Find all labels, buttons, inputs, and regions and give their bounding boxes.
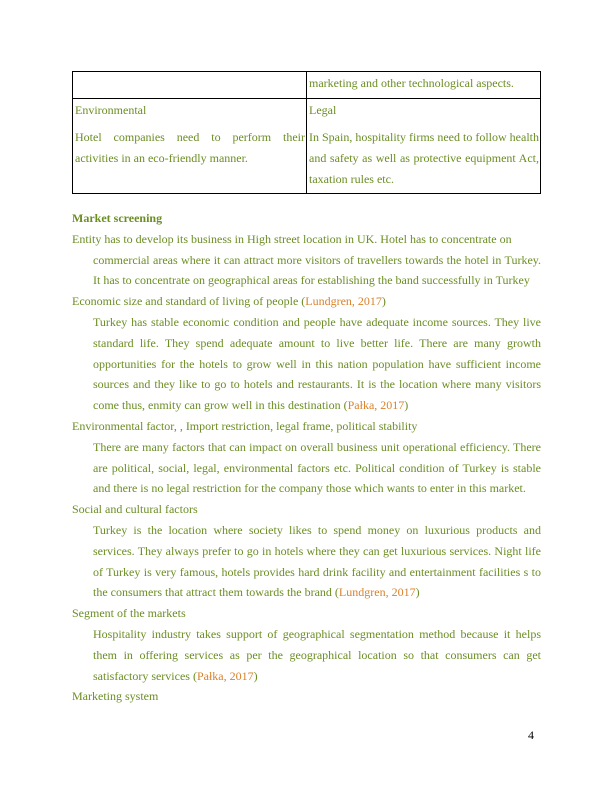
economic-title-text: Economic size and standard of living of people ( (72, 294, 306, 309)
table-cell-technological-continued (307, 72, 541, 99)
economic-body: Turkey has stable economic condition and people have adequate income sources. They live standard life. They spend adequate amount to live better life. There are many growth opportunities for the hotels to grow well in this nation population have sufficient income sources and they like to go to hotels and restaurants. It is the location where many visitors come thus, enmity can grow well in this destination ( (93, 314, 541, 413)
intro-continuation: commercial areas where it can attract more visitors of travellers towards the hotel in Turkey. It has to concentrate on geographical areas for establishing the band successfully in Turkey (93, 252, 541, 288)
technological-text: marketing and other technological aspects. (309, 76, 514, 90)
citation-link[interactable]: Pałka, 2017 (347, 398, 405, 413)
segment-paragraph (72, 624, 541, 686)
table-cell-legal (307, 99, 541, 194)
environmental-factor-title: Environmental factor, , Import restriction, legal frame, political stability (72, 418, 418, 433)
environmental-heading: Environmental (75, 103, 147, 117)
closing-paren: ) (381, 294, 386, 309)
social-title: Social and cultural factors (72, 502, 198, 517)
legal-text: In Spain, hospitality firms need to follow health and safety as well as protective equipment Act, taxation rules etc. (309, 130, 539, 186)
closing-paren: ) (404, 398, 409, 413)
economic-title (72, 291, 541, 312)
segment-title: Segment of the markets (72, 606, 186, 621)
table-row (73, 99, 541, 194)
environmental-factor-paragraph: There are many factors that can impact on overall business unit operational efficiency. There are political, social, legal, environmental factors etc. Political condition of Turkey is stable and there is no legal restriction for the company those which wants to enter in this market. (93, 439, 541, 496)
closing-paren: ) (253, 668, 258, 683)
citation-link[interactable]: Pałka, 2017 (196, 668, 254, 683)
social-body: Turkey is the location where society likes to spend money on luxurious products and services. They always prefer to go in hotels where they can get luxurious services. Night life of Turkey is very famous, hotels provides hard drink facility and entertainment facilities s to the consumers that attract them towards the brand ( (93, 522, 541, 600)
environmental-text: Hotel companies need to perform their activities in an eco-friendly manner. (75, 130, 305, 165)
citation-link[interactable]: Lundgren, 2017 (338, 585, 416, 600)
intro-first-line: Entity has to develop its business in High street location in UK. Hotel has to concentrate on (72, 231, 512, 246)
pestle-table (72, 71, 541, 194)
market-screening-section (72, 208, 541, 707)
marketing-system-title: Marketing system (72, 689, 159, 704)
economic-paragraph (72, 312, 541, 416)
social-paragraph (72, 520, 541, 603)
market-screening-heading: Market screening (72, 211, 163, 225)
closing-paren: ) (415, 585, 420, 600)
segment-body: Hospitality industry takes support of geographical segmentation method because it helps them in offering services as per the geographical location so that consumers can get satisfactory services ( (93, 626, 541, 683)
page-number: 4 (528, 728, 534, 742)
legal-heading: Legal (309, 103, 337, 117)
table-row (73, 72, 541, 99)
citation-link[interactable]: Lundgren, 2017 (305, 294, 382, 309)
table-cell-environmental (73, 99, 307, 194)
intro-paragraph (72, 229, 541, 250)
table-cell-empty (73, 72, 307, 99)
